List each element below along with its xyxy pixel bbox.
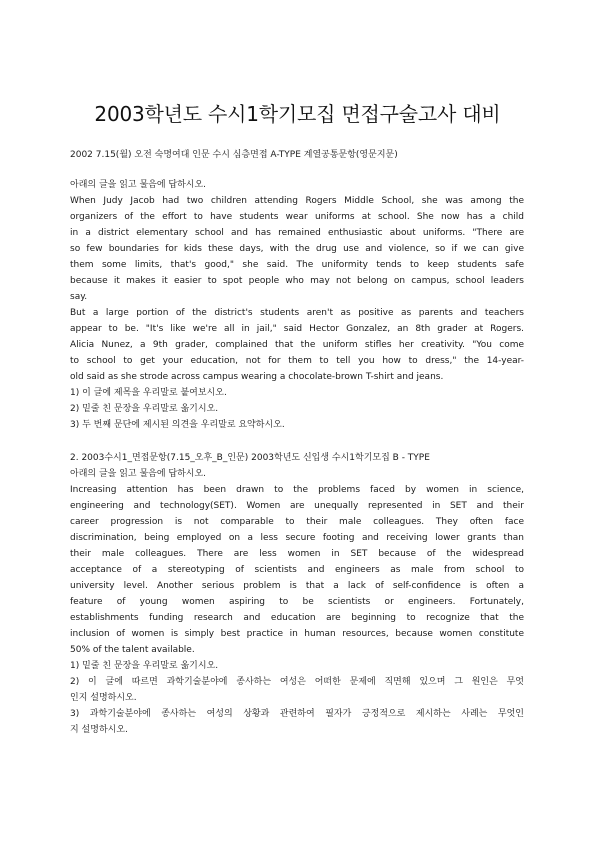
passage-line: so few boundaries for kids these days, with the drug use and violence, so if we can give bbox=[70, 244, 524, 254]
passage-line: university level. Another serious problem is that a lack of self-confidence is often a bbox=[70, 581, 524, 591]
passage-line: because it makes it easier to spot people who may not belong on campus, school leaders bbox=[70, 276, 524, 286]
passage-line: career progression is not comparable to their male colleagues. They often face bbox=[70, 517, 524, 527]
section-2-heading: 2. 2003수시1_면접문항(7.15_오후_B_인문) 2003학년도 신입생 수시1학기모집 B - TYPE bbox=[70, 453, 430, 463]
question-item: 3) 과학기술분야에 종사하는 여성의 상황과 관련하여 필자가 긍정적으로 제시하는 사례는 무엇인 bbox=[70, 709, 524, 719]
passage-line: old said as she strode across campus wearing a chocolate-brown T-shirt and jeans. bbox=[70, 372, 444, 382]
passage-line: But a large portion of the district's students aren't as positive as parents and teachers bbox=[70, 308, 524, 318]
question-item: 2) 이 글에 따르면 과학기술분야에 종사하는 여성은 어떠한 문제에 직면해 있으며 그 원인은 무엇 bbox=[70, 677, 524, 687]
passage-line: feature of young women aspiring to be scientists or engineers. Fortunately, bbox=[70, 597, 524, 607]
passage-line: acceptance of a stereotyping of scientists and engineers as male from school to bbox=[70, 565, 524, 575]
passage-line: establishments funding research and education are beginning to recognize that the bbox=[70, 613, 524, 623]
passage-line: 50% of the talent available. bbox=[70, 645, 195, 655]
passage-line: organizers of the effort to have students wear uniforms at school. She now has a child bbox=[70, 212, 524, 222]
question-item: 2) 밑줄 친 문장을 우리말로 옮기시오. bbox=[70, 404, 219, 414]
passage-line: their male colleagues. There are less women in SET because of the widespread bbox=[70, 549, 524, 559]
passage-line: When Judy Jacob had two children attending Rogers Middle School, she was among the bbox=[70, 196, 524, 206]
passage-line: engineering and technology(SET). Women are unequally represented in SET and their bbox=[70, 501, 524, 511]
passage-line: to school to get your education, not for them to tell you how to dress," the 14-year- bbox=[70, 356, 524, 366]
question-item: 인지 설명하시오. bbox=[70, 693, 137, 703]
document-subtitle: 2002 7.15(월) 오전 숙명여대 인문 수시 심층면접 A-TYPE 계열공통문항(영문지문) bbox=[70, 150, 398, 160]
question-item: 3) 두 번째 문단에 제시된 의견을 우리말로 요약하시오. bbox=[70, 420, 285, 430]
passage-line: inclusion of women is simply best practice in human resources, because women constitute bbox=[70, 629, 524, 639]
passage-line: them some limits, that's good," she said. The uniformity tends to keep students safe bbox=[70, 260, 524, 270]
section-2-instruction: 아래의 글을 읽고 물음에 답하시오. bbox=[70, 469, 207, 479]
section-2 bbox=[70, 450, 524, 738]
question-item: 지 설명하시오. bbox=[70, 725, 128, 735]
document-title: 2003학년도 수시1학기모집 면접구술고사 대비 bbox=[94, 102, 501, 126]
passage-line: in a district elementary school and has remained enthusiastic about uniforms. "There are bbox=[70, 228, 524, 238]
question-item: 1) 밑줄 친 문장을 우리말로 옮기시오. bbox=[70, 661, 219, 671]
passage-line: say. bbox=[70, 292, 88, 302]
section-1-instruction: 아래의 글을 읽고 물음에 답하시오. bbox=[70, 180, 207, 190]
question-item: 1) 이 글에 제목을 우리말로 붙여보시오. bbox=[70, 388, 227, 398]
section-1 bbox=[70, 177, 524, 433]
passage-line: appear to be. "It's like we're all in jail," said Hector Gonzalez, an 8th grader at Rogers. bbox=[70, 324, 524, 334]
passage-line: discrimination, being employed on a less secure footing and receiving lower grants than bbox=[70, 533, 524, 543]
passage-line: Increasing attention has been drawn to the problems faced by women in science, bbox=[70, 485, 524, 495]
passage-line: Alicia Nunez, a 9th grader, complained that the uniform stifles her creativity. "You come bbox=[70, 340, 524, 350]
